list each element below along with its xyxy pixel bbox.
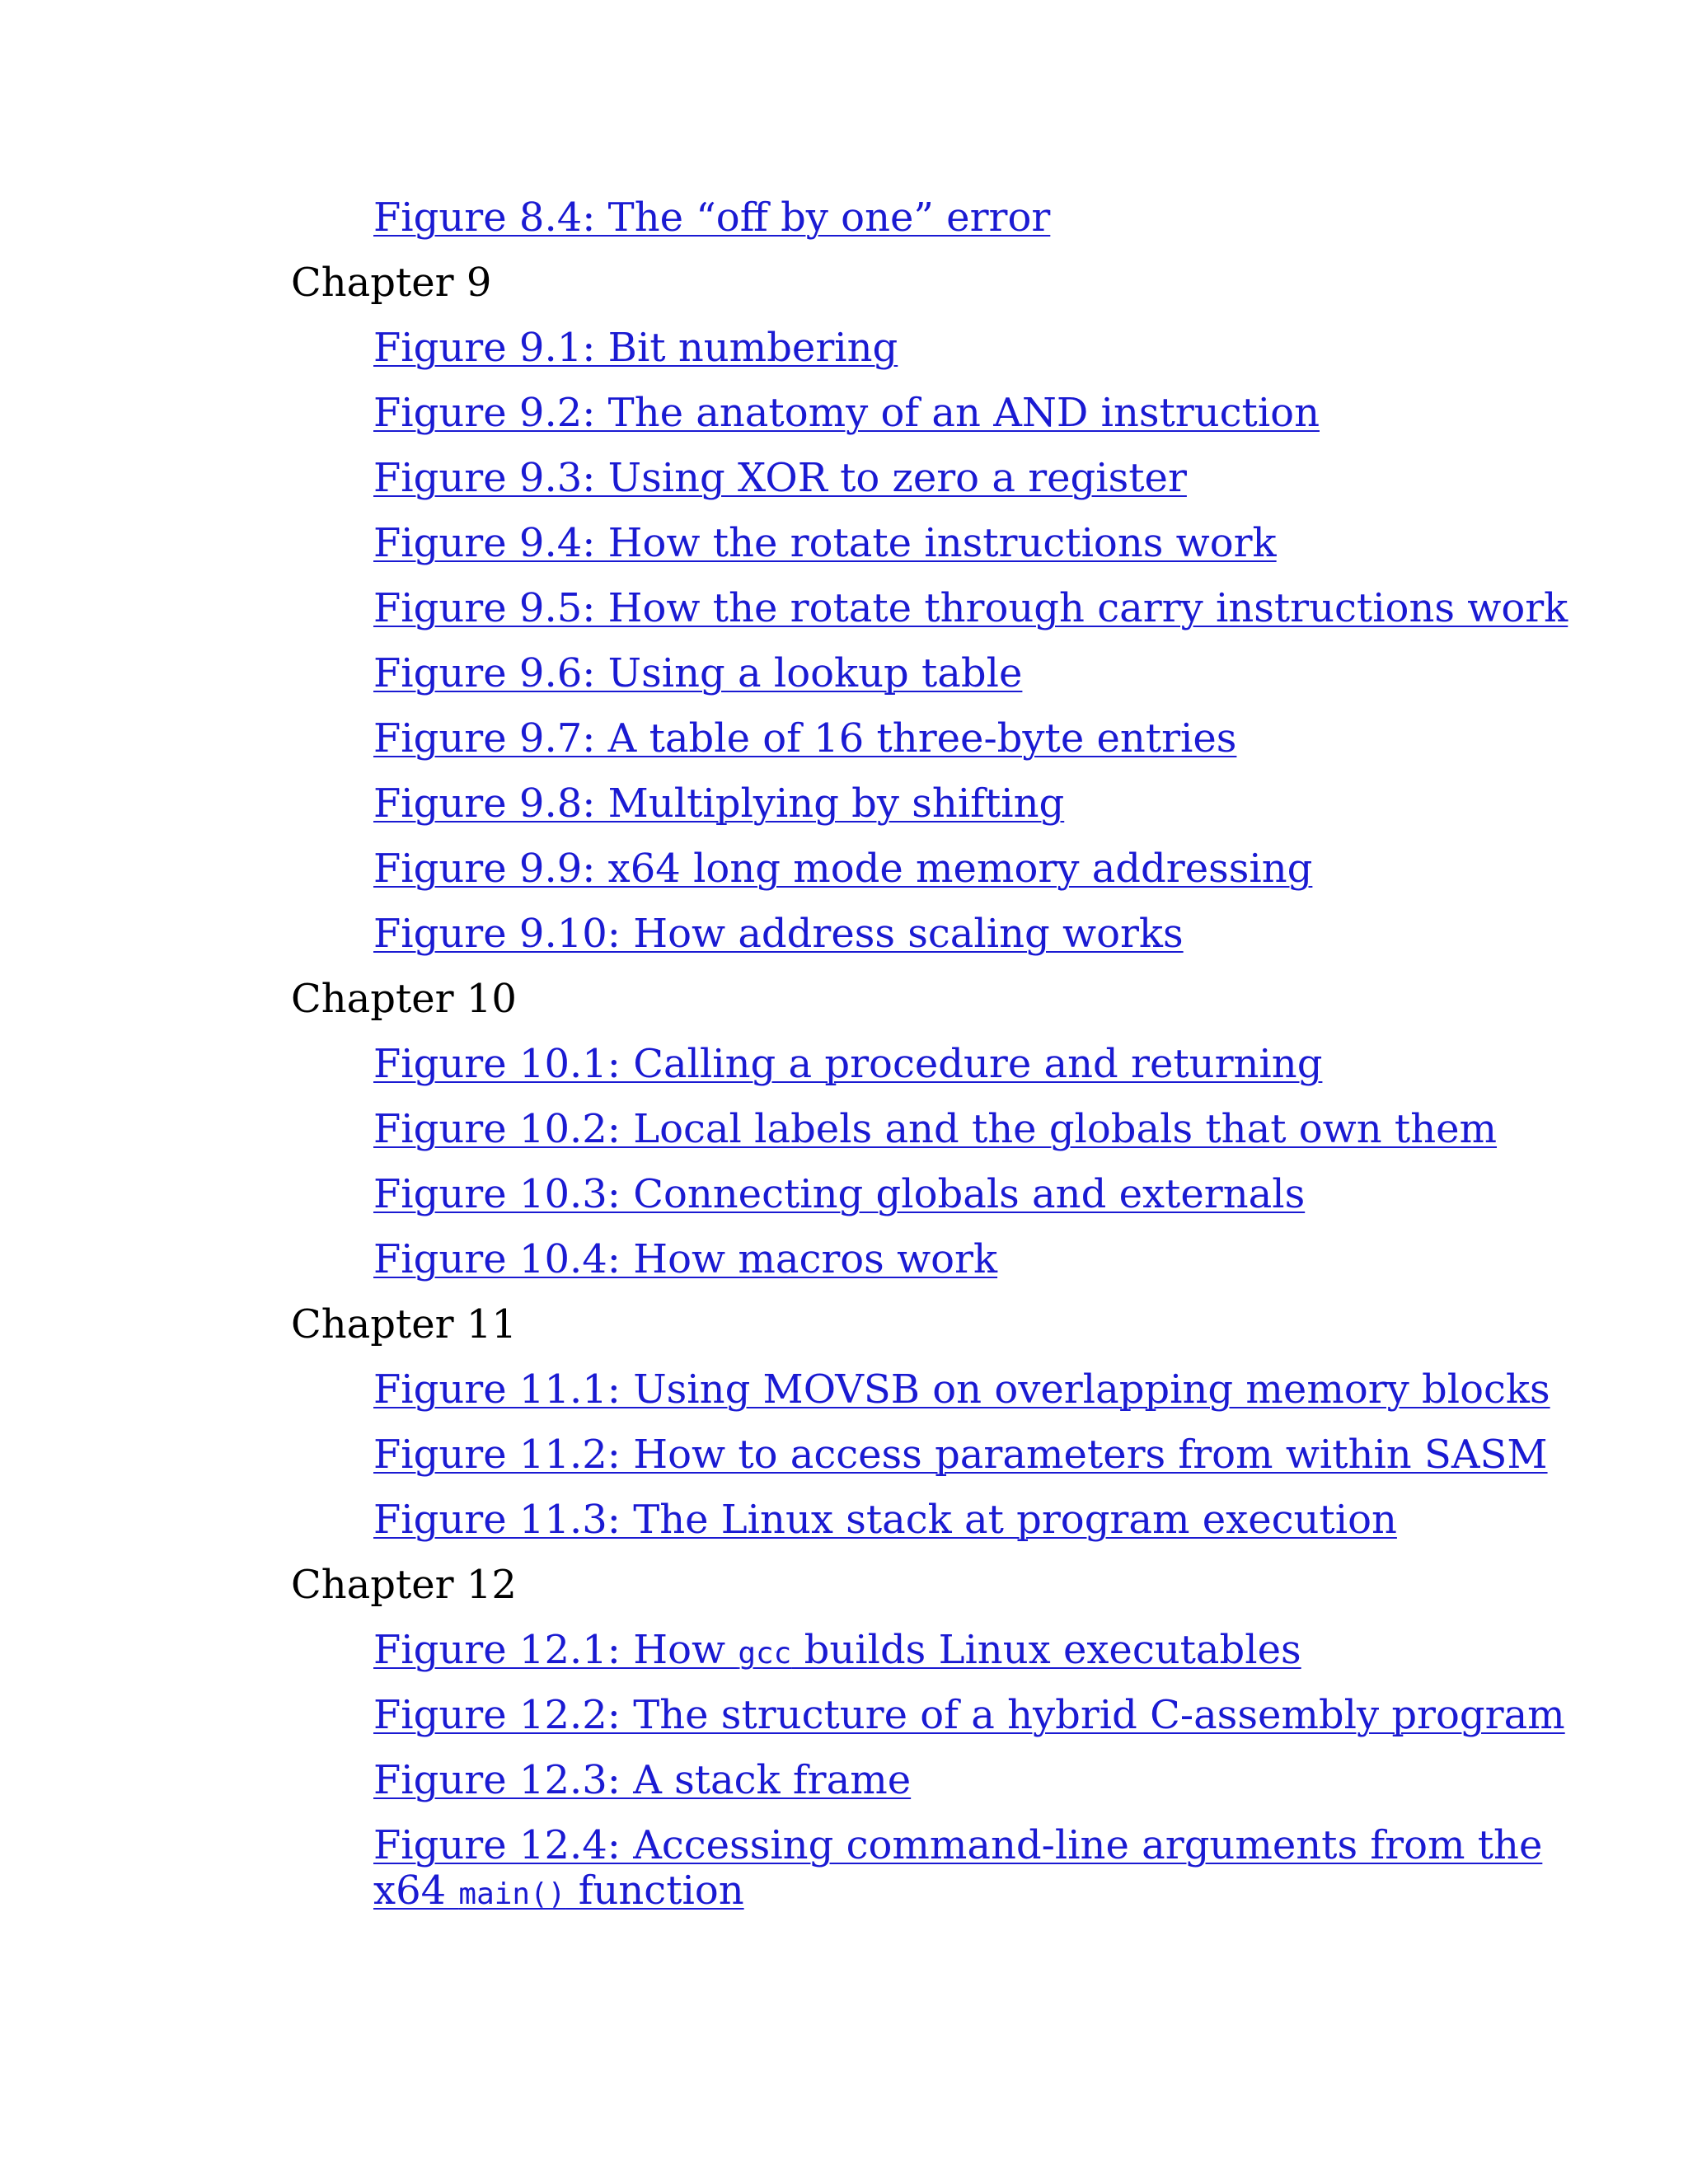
entry-text: Figure 11.3: The Linux stack at program execution bbox=[373, 1497, 1397, 1543]
chapter-heading bbox=[291, 976, 517, 1022]
entry-text: Chapter 9 bbox=[291, 260, 492, 306]
figure-link[interactable] bbox=[373, 650, 1022, 696]
entry-text: Figure 9.4: How the rotate instructions work bbox=[373, 520, 1277, 566]
entry-text: Figure 9.8: Multiplying by shifting bbox=[373, 780, 1065, 827]
code-text: main() bbox=[458, 1877, 566, 1911]
entry-text: Figure 10.1: Calling a procedure and returning bbox=[373, 1041, 1323, 1087]
figure-link[interactable] bbox=[373, 846, 1312, 892]
code-text: gcc bbox=[738, 1637, 792, 1671]
entry-text: Figure 12.1: How bbox=[373, 1627, 738, 1673]
figure-link[interactable] bbox=[373, 1627, 1301, 1677]
figure-link[interactable] bbox=[373, 455, 1187, 501]
entry-text: Figure 10.3: Connecting globals and externals bbox=[373, 1171, 1306, 1217]
entry-text: Figure 9.3: Using XOR to zero a register bbox=[373, 455, 1187, 501]
entry-text: Chapter 10 bbox=[291, 976, 517, 1022]
entry-text: builds Linux executables bbox=[791, 1627, 1301, 1673]
figure-link[interactable] bbox=[373, 1497, 1397, 1543]
figure-link[interactable] bbox=[373, 1432, 1548, 1478]
entry-text: Chapter 11 bbox=[291, 1301, 517, 1347]
entry-text: Figure 12.3: A stack frame bbox=[373, 1757, 912, 1803]
entry-text: Figure 9.9: x64 long mode memory addressing bbox=[373, 846, 1313, 892]
entry-text: Figure 10.4: How macros work bbox=[373, 1236, 998, 1282]
entry-text: Figure 11.2: How to access parameters from within SASM bbox=[373, 1432, 1548, 1478]
figure-link[interactable] bbox=[373, 1041, 1322, 1087]
figure-link[interactable] bbox=[373, 325, 898, 371]
figure-link[interactable] bbox=[373, 520, 1277, 566]
entry-text: Figure 9.5: How the rotate through carry instructions work bbox=[373, 585, 1568, 631]
figure-link[interactable] bbox=[373, 780, 1064, 827]
chapter-heading bbox=[291, 1562, 517, 1608]
entry-text: Figure 9.2: The anatomy of an AND instruction bbox=[373, 390, 1320, 436]
figure-link[interactable] bbox=[373, 194, 1050, 241]
figure-link[interactable] bbox=[373, 585, 1568, 631]
figure-link[interactable] bbox=[373, 1692, 1565, 1738]
entry-text: Figure 9.10: How address scaling works bbox=[373, 911, 1184, 957]
figure-link[interactable] bbox=[373, 1366, 1550, 1413]
figure-link[interactable] bbox=[373, 1106, 1497, 1152]
entry-text: Figure 11.1: Using MOVSB on overlapping memory blocks bbox=[373, 1366, 1550, 1413]
entry-text: Chapter 12 bbox=[291, 1562, 517, 1608]
entry-text: Figure 9.1: Bit numbering bbox=[373, 325, 898, 371]
figure-link[interactable] bbox=[373, 1757, 911, 1803]
entry-text: x64 bbox=[373, 1868, 459, 1914]
chapter-heading bbox=[291, 260, 491, 306]
figure-link[interactable] bbox=[373, 911, 1184, 957]
figure-link-continuation[interactable] bbox=[373, 1868, 744, 1918]
figure-link[interactable] bbox=[373, 390, 1320, 436]
entry-text: Figure 8.4: The “off by one” error bbox=[373, 194, 1051, 241]
entry-text: Figure 9.7: A table of 16 three-byte entries bbox=[373, 715, 1237, 762]
figure-link[interactable] bbox=[373, 715, 1236, 762]
figure-link[interactable] bbox=[373, 1171, 1305, 1217]
entry-text: Figure 12.4: Accessing command-line arguments from the bbox=[373, 1822, 1543, 1868]
entry-text: Figure 12.2: The structure of a hybrid C-assembly program bbox=[373, 1692, 1565, 1738]
entry-text: function bbox=[565, 1868, 744, 1914]
entry-text: Figure 10.2: Local labels and the globals that own them bbox=[373, 1106, 1498, 1152]
figure-link[interactable] bbox=[373, 1822, 1542, 1868]
entry-text: Figure 9.6: Using a lookup table bbox=[373, 650, 1023, 696]
chapter-heading bbox=[291, 1301, 517, 1347]
figure-link[interactable] bbox=[373, 1236, 997, 1282]
